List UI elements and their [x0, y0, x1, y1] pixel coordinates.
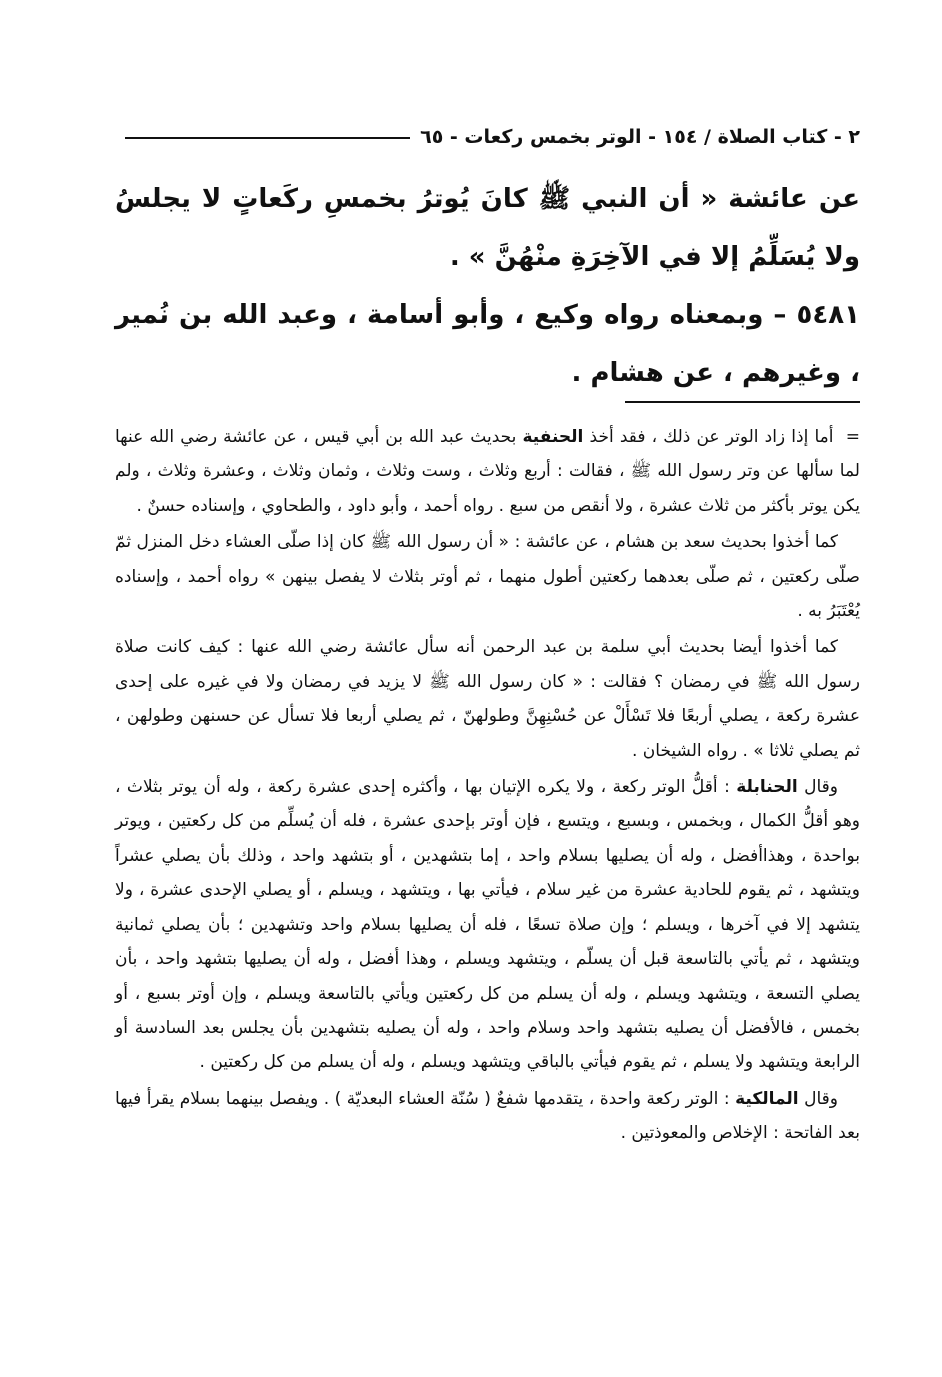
- madhhab-name-maliki: المالكية: [735, 1088, 799, 1109]
- hadith-continued: عن عائشة « أن النبي ﷺ كانَ يُوترُ بخمسِ ركَعاتٍ لا يجلسُ ولا يُسَلِّمُ إلا في الآخِرَةِ منْهُنَّ » .: [115, 184, 860, 272]
- header-rule: [125, 137, 410, 139]
- running-title: ٢ - كتاب الصلاة / ١٥٤ - الوتر بخمس ركعات - ٦٥: [420, 126, 860, 148]
- footnote-separator: [625, 401, 860, 403]
- footnote-text: بحديث عبد الله بن أبي قيس ، عن عائشة رضي الله عنها لما سألها عن وتر رسول الله ﷺ ، فقالت : أربع وثلاث ، وست وثلاث ، وثمان وثلاث ، وعشرة وثلاث ، ولم يكن يوتر بأكثر من ثلاث عشرة ، ولا أنقص من سبع . رواه أحمد ، وأبو داود ، والطحاوي ، وإسناده حسنٌ .: [115, 427, 860, 516]
- footnote-text: أما إذا زاد الوتر عن ذلك ، فقد أخذ: [583, 427, 834, 447]
- footnote-text: : أقلُّ الوتر ركعة ، ولا يكره الإتيان بها ، وأكثره إحدى عشرة ركعة ، وله أن يوتر بثلاث ، وهو أقلُّ الكمال ، وبخمس ، وبسبع ، ويتسع ، فإن أوتر بإحدى عشرة ، فله أن يُسلِّم من كل ركعتين ، ويوتر بواحدة ، وهذاأفضل ، وله أن يصليها بسلام واحد ، إما بتشهدين ، أو بتشهد واحد ، وذلك بأن يصلي عشراً ويتشهد ، ثم يقوم للحادية عشرة من غير سلام ، فيأتي بها ، ويتشهد ، ويسلم ، أو يصلي الإحدى عشرة ، ولا يتشهد إلا في آخرها ، ويسلم ؛ وإن صلاة تسعًا ، فله أن يصليها بسلام واحد وتشهدين ؛ بأن يصلي ثمانية ويتشهد ، ثم يأتي بالتاسعة قبل أن يسلّم ، ويتشهد ويسلم ، وهذا أفضل ، وله أن يصليها بتشهد واحد ، بأن يصلي التسعة ، ويتشهد ويسلم ، وله أن يسلم من كل ركعتين ويأتي بالتاسعة ويسلم ، وإن أوتر بسبع ، أو بخمس ، فالأفضل أن يصليه بتشهد واحد وسلام واحد ، وله أن يصليه بتشهدين بأن يجلس بعد السادسة أو الرابعة ويتشهد ولا يسلم ، ثم يقوم فيأتي بالباقي ويتشهد ويسلم ، وله أن يسلم من كل ركعتين .: [115, 777, 860, 1073]
- footnote-paragraph-saad: كما أخذوا بحديث سعد بن هشام ، عن عائشة : « أن رسول الله ﷺ كان إذا صلّى العشاء دخل المنزل ثمّ صلّى ركعتين ، ثم صلّى بعدهما ركعتين أطول منهما ، ثم أوتر بثلاث لا يفصل بينهن » رواه أحمد ، وإسناده يُعْتَبَرُ به .: [115, 532, 860, 622]
- running-header: [125, 120, 860, 154]
- footnote-paragraph-maliki: [115, 1082, 860, 1151]
- main-text: [115, 170, 860, 402]
- footnote-text: : الوتر ركعة واحدة ، يتقدمها شفعٌ ( سُنّة العشاء البعديّة ) . ويفصل بينهما بسلام يقرأ فيها بعد الفاتحة : الإخلاص والمعوذتين .: [115, 1088, 860, 1144]
- hadith-5481: ٥٤٨١ – وبمعناه رواه وكيع ، وأبو أسامة ، وعبد الله بن نُمير ، وغيرهم ، عن هشام .: [115, 300, 860, 388]
- madhhab-name-hanafi: الحنفية: [522, 427, 584, 447]
- footnote-text: وقال: [798, 1088, 838, 1109]
- footnote-text: وقال: [797, 777, 838, 798]
- footnote-paragraph-hanafi: [115, 420, 860, 523]
- madhhab-name-hanbali: الحنابلة: [736, 777, 798, 798]
- footnote-block: [115, 420, 860, 1153]
- footnote-paragraph-hanbali: [115, 770, 860, 1080]
- footnote-paragraph-abu-salama: كما أخذوا أيضا بحديث أبي سلمة بن عبد الرحمن أنه سأل عائشة رضي الله عنها : كيف كانت صلاة رسول الله ﷺ في رمضان ؟ فقالت : « كان رسول الله ﷺ لا يزيد في رمضان ولا في غيره على إحدى عشرة ركعة ، يصلي أربعًا فلا تَسْأَلْ عن حُسْنِهِنَّ وطولهنّ ، ثم يصلي أربعا فلا تسأل عن حسنهن وطولهن ، ثم يصلي ثلاثا » . رواه الشيخان .: [115, 637, 860, 761]
- continuation-marker: =: [845, 427, 861, 447]
